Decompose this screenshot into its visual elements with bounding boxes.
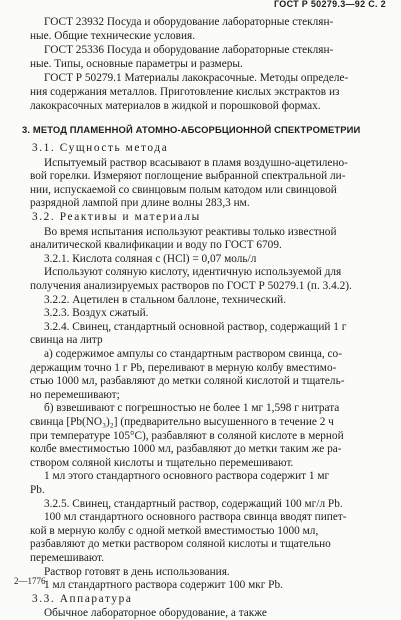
text-line: аналитической квалификации и воду по ГОСТ 6709. [30,239,282,252]
text-line: б) взвешивают с погрешностью не более 1 мг 1,598 г нитрата [44,402,340,415]
text-line: а) содержимое ампулы со стандартным раствором свинца, со- [44,348,342,360]
text-line: 3.2.4. Свинец, стандартный основной раствор, содержащий 1 г [44,320,347,333]
section-heading: 3. МЕТОД ПЛАМЕННОЙ АТОМНО-АБСОРБЦИОННОЙ СПЕКТРОМЕТРИИ [22,124,361,135]
text-line: 3.2.3. Воздух сжатый. [44,307,149,320]
text-line: 1 мл этого стандартного основного раствора содержит 1 мг [44,470,330,483]
text-line: ния содержания металлов. Приготовление кислых экстрактов из [30,86,340,98]
text-line: 3.2.5. Свинец, стандартный раствор, содержащий 100 мг/л Pb. [44,497,343,510]
text-line: разрядной лампой при длине волны 283,3 нм. [30,197,250,210]
page-header: ГОСТ Р 50279.3—92 С. 2 [274,0,386,9]
text-line: колбе вместимостью 1000 мл, разбавляют до метки таким же ра- [30,443,342,456]
text-line: Используют соляную кислоту, идентичную используемой для [44,266,342,279]
text-line: 100 мл стандартного основного раствора свинца вводят пипет- [44,511,347,524]
text-line: перемешивают. [30,552,105,564]
text-line: свинца на литр [30,334,103,347]
text-line: при температуре 105°C), разбавляют в соляной кислоте в мерной [30,429,344,442]
text-line: Испытуемый раствор всасывают в пламя воздушно-ацетилено- [44,156,348,169]
subsection-title: 3.2. Реактивы и материалы [32,211,201,223]
text-line: 3.2.1. Кислота соляная с (HCl) = 0,07 моль/л [44,252,257,265]
text-line: ГОСТ 25336 Посуда и оборудование лабораторные стеклян- [44,44,334,56]
text-line: разбавляют до метки раствором соляной кислоты и тщательно [30,538,331,551]
text-line: получения анализируемых растворов по ГОСТ Р 50279.1 (п. 3.4.2). [30,280,352,292]
text-line: Раствор готовят в день использования. [44,565,230,578]
text-line: ГОСТ Р 50279.1 Материалы лакокрасочные. Методы определе- [44,72,349,84]
text-line: нии, испускаемой со свинцовым полым катодом или свинцовой [30,183,337,196]
text-line: 1 мл стандартного раствора содержит 100 мкг Pb. [44,579,283,592]
text-line: 3.2.2. Ацетилен в стальном баллоне, технический. [44,293,286,306]
text-line: ГОСТ 23932 Посуда и оборудование лабораторные стеклян- [44,16,334,28]
text-line: но перемешивают; [30,388,120,401]
text-line: стью 1000 мл, разбавляют до метки соляной кислотой и тщатель- [30,375,345,388]
subsection-title: 3.1. Сущность метода [32,142,169,154]
text-line: лакокрасочных материалов в жидкой и порошковой формах. [30,100,321,112]
text-line: ные. Типы, основные параметры и размеры. [30,58,243,70]
page-footer: 2—1776 [14,576,46,586]
text-line: вой горелки. Измеряют поглощение выбранной спектральной ли- [30,170,346,183]
text-line: Pb. [30,484,45,496]
text-line: ные. Общие технические условия. [30,30,196,42]
text-line: кой в мерную колбу с одной меткой вместимостью 1000 мл, [30,524,319,537]
subsection-title: 3.3. Аппаратура [32,592,133,605]
text-line: свинца [Pb(NO₃)₂] (предварительно высушенного в течение 2 ч [30,416,334,428]
text-line: Обычное лабораторное оборудование, а также [44,607,267,620]
text-line: держащим точно 1 г Pb, переливают в мерную колбу вместимо- [30,361,337,374]
text-line: створом соляной кислоты и тщательно перемешивают. [30,456,294,469]
text-line: Во время испытания используют реактивы только известной [44,225,337,238]
